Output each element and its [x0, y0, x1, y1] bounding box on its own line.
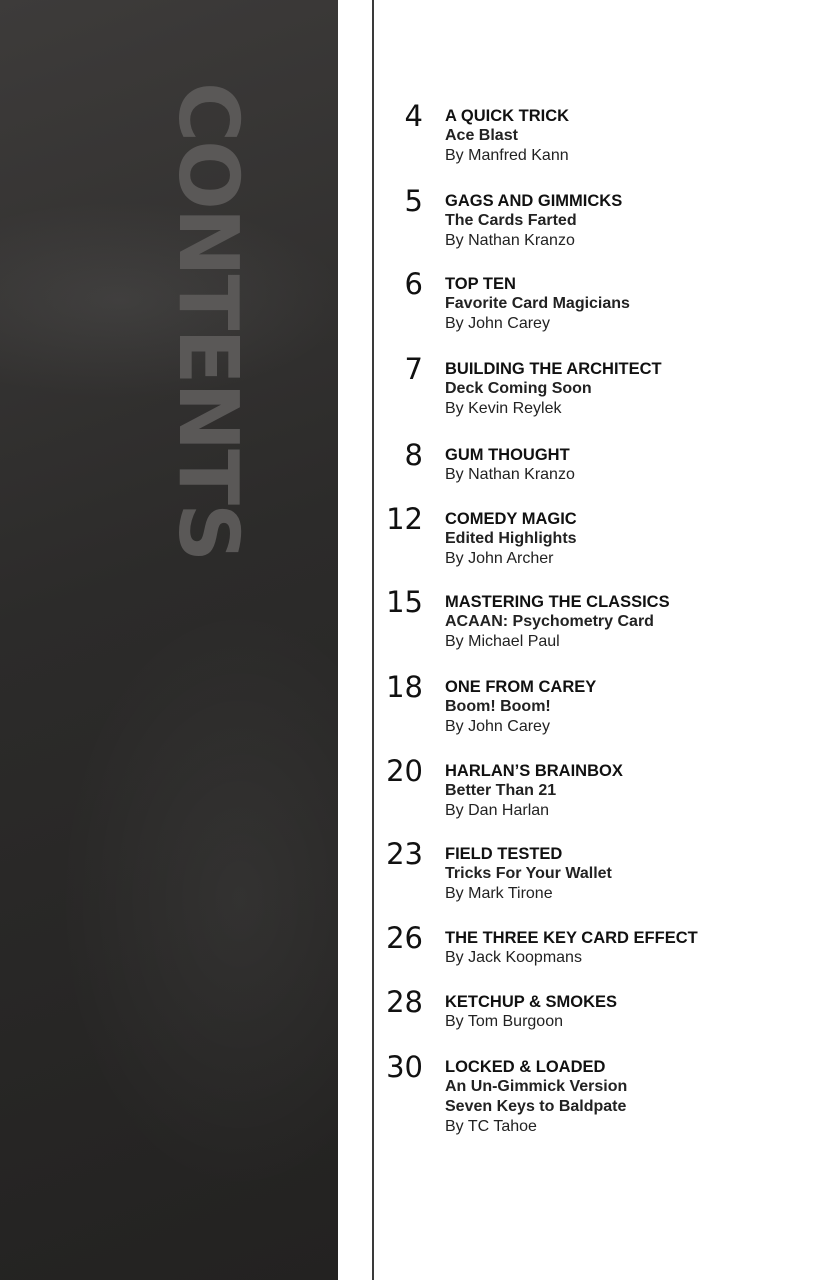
- dark-sidebar: [0, 0, 338, 1280]
- toc-byline: By John Carey: [445, 718, 550, 735]
- toc-byline: By TC Tahoe: [445, 1118, 537, 1135]
- toc-subtitle: Tricks For Your Wallet: [445, 865, 612, 882]
- toc-title: A QUICK TRICK: [445, 107, 570, 125]
- toc-subtitle: Ace Blast: [445, 127, 518, 144]
- toc-page-number: 15: [386, 585, 423, 619]
- toc-page-number: 26: [386, 921, 423, 955]
- toc-page-number: 12: [386, 502, 423, 536]
- toc-byline: By Mark Tirone: [445, 885, 553, 902]
- toc-title: BUILDING THE ARCHITECT: [445, 360, 662, 378]
- toc-title: TOP TEN: [445, 275, 516, 293]
- toc-title: HARLAN’S BRAINBOX: [445, 762, 623, 780]
- toc-subtitle: Boom! Boom!: [445, 698, 551, 715]
- toc-page-number: 8: [404, 438, 423, 472]
- toc-subtitle: Favorite Card Magicians: [445, 295, 630, 312]
- toc-page-number: 6: [404, 267, 423, 301]
- toc-title: FIELD TESTED: [445, 845, 563, 863]
- contents-heading: CONTENTS: [160, 82, 255, 561]
- toc-byline: By Jack Koopmans: [445, 949, 582, 966]
- toc-page-number: 23: [386, 837, 423, 871]
- toc-subtitle: Seven Keys to Baldpate: [445, 1098, 627, 1115]
- toc-subtitle: Deck Coming Soon: [445, 380, 592, 397]
- toc-byline: By Nathan Kranzo: [445, 466, 575, 483]
- toc-title: MASTERING THE CLASSICS: [445, 593, 670, 611]
- toc-page-number: 4: [404, 99, 423, 133]
- toc-title: KETCHUP & SMOKES: [445, 993, 618, 1011]
- toc-subtitle: The Cards Farted: [445, 212, 577, 229]
- toc-byline: By Kevin Reylek: [445, 400, 562, 417]
- toc-page-number: 20: [386, 754, 423, 788]
- toc-byline: By John Carey: [445, 315, 550, 332]
- toc-subtitle: Edited Highlights: [445, 530, 577, 547]
- toc-title: LOCKED & LOADED: [445, 1058, 606, 1076]
- toc-title: THE THREE KEY CARD EFFECT: [445, 929, 698, 947]
- toc-byline: By Dan Harlan: [445, 802, 550, 819]
- vertical-divider: [372, 0, 374, 1280]
- toc-page-number: 5: [404, 184, 423, 218]
- toc-subtitle: Better Than 21: [445, 782, 557, 799]
- toc-byline: By Manfred Kann: [445, 147, 569, 164]
- toc-subtitle: An Un-Gimmick Version: [445, 1078, 628, 1095]
- toc-page-number: 30: [386, 1050, 423, 1084]
- toc-page-number: 7: [404, 352, 423, 386]
- toc-byline: By Tom Burgoon: [445, 1013, 563, 1030]
- toc-title: COMEDY MAGIC: [445, 510, 577, 528]
- toc-title: ONE FROM CAREY: [445, 678, 597, 696]
- toc-page-number: 18: [386, 670, 423, 704]
- toc-title: GUM THOUGHT: [445, 446, 570, 464]
- toc-byline: By John Archer: [445, 550, 554, 567]
- toc-subtitle: ACAAN: Psychometry Card: [445, 613, 654, 630]
- toc-title: GAGS AND GIMMICKS: [445, 192, 623, 210]
- toc-byline: By Nathan Kranzo: [445, 232, 575, 249]
- toc-byline: By Michael Paul: [445, 633, 560, 650]
- toc-page-number: 28: [386, 985, 423, 1019]
